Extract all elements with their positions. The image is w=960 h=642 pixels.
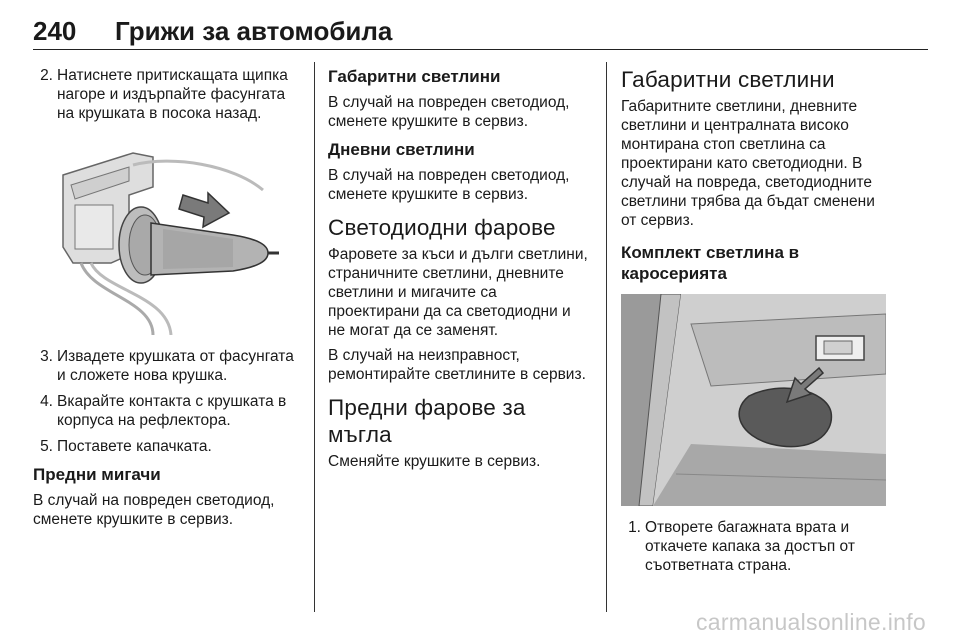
page-header (33, 10, 928, 50)
column-right (621, 66, 891, 582)
column-left (33, 66, 301, 529)
paragraph: В случай на повреден светодиод, сменете крушките в сервиз. (328, 167, 570, 203)
paragraph: Сменяйте крушките в сервиз. (328, 453, 541, 470)
paragraph: Фаровете за къси и дълги светлини, страничните светлини, дневните светлини и мигачите са проектирани да са светодиодни и не могат да се заменят. (328, 246, 588, 339)
list-item: 3. Извадете крушката от фасунгата и сложете нова крушка. (40, 348, 294, 384)
section-title: Светодиодни фарове (328, 215, 556, 240)
page-number: 240 (33, 16, 77, 46)
section-heading: Предни мигачи (33, 465, 161, 484)
section-heading: Дневни светлини (328, 140, 475, 159)
paragraph: В случай на повреден светодиод, сменете крушките в сервиз. (328, 94, 570, 130)
chapter-title: Грижи за автомобила (115, 16, 393, 46)
watermark-text: carmanualsonline.info (695, 609, 926, 635)
trunk-access-illustration (621, 294, 886, 506)
column-divider (606, 62, 607, 612)
bulb-socket-illustration (33, 135, 299, 335)
list-item: 4. Вкарайте контакта с крушката в корпуса на рефлектора. (40, 393, 287, 429)
column-middle (328, 66, 590, 471)
section-heading: Габаритни светлини (328, 67, 501, 86)
list-item: 1. Отворете багажната врата и откачете капака за достъп от съответната страна. (628, 519, 855, 574)
section-heading: Комплект светлина в каросерията (621, 243, 800, 283)
paragraph: В случай на повреден светодиод, сменете крушките в сервиз. (33, 492, 275, 528)
steps-list (621, 518, 891, 575)
paragraph: В случай на неизправност, ремонтирайте светлините в сервиз. (328, 347, 586, 383)
section-title: Предни фарове за мъгла (328, 395, 526, 447)
list-item: 2. Натиснете притискащата щипка нагоре и издърпайте фасунгата на крушката в посока назад. (40, 67, 288, 122)
paragraph: Габаритните светлини, дневните светлини и централната високо монтирана стоп светлина са проектирани като светодиодни. В случай на повреда, светодиодните светлини трябва да бъдат сменени от сервиз. (621, 98, 875, 229)
steps-list-top (33, 66, 301, 123)
column-divider (314, 62, 315, 612)
steps-list-bottom (33, 347, 301, 456)
section-title: Габаритни светлини (621, 67, 835, 92)
list-item: 5. Поставете капачката. (40, 438, 212, 455)
